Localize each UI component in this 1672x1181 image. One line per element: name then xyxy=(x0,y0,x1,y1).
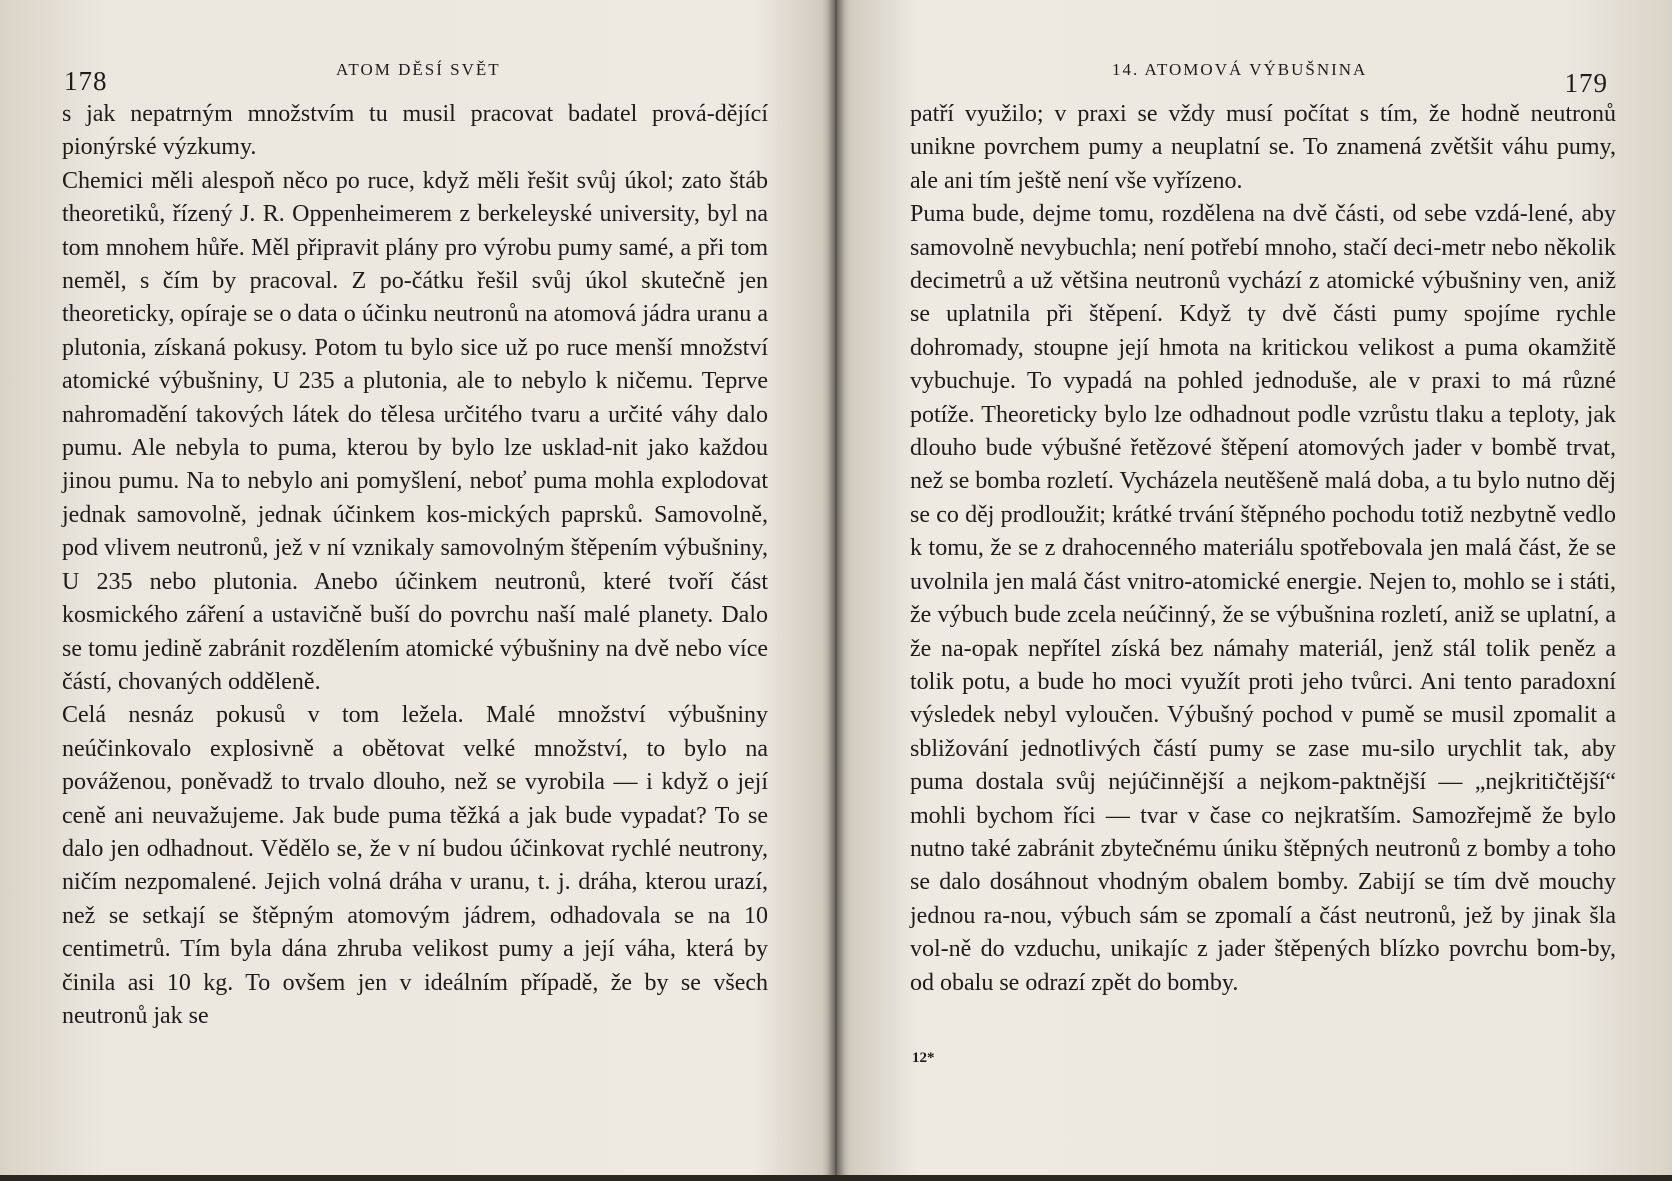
left-paragraph-1: s jak nepatrným množstvím tu musil pracovat badatel prová-dějící pionýrské výzkumy. xyxy=(62,101,768,161)
left-running-head xyxy=(0,58,836,96)
left-running-title: ATOM DĚSÍ SVĚT xyxy=(336,60,501,79)
right-page xyxy=(836,0,1672,1181)
book-spine xyxy=(822,0,850,1181)
right-paragraph-1: patří využilo; v praxi se vždy musí počítat s tím, že hodně neutronů unikne povrchem pumy a neuplatní se. To znamená zvětšit váhu pumy, ale ani tím ještě není vše vyřízeno. xyxy=(910,101,1616,194)
right-page-number: 179 xyxy=(1564,68,1608,98)
left-paragraph-3: Celá nesnáz pokusů v tom ležela. Malé množství výbušniny neúčinkovalo explosivně a obětovat velké množství, to bylo na pováženou, poněvadž to trvalo dlouho, než se vyrobila — i když o její ceně ani neuvažujeme. Jak bude puma těžká a jak bude vypadat? To se dalo jen odhadnout. Vědělo se, že v ní budou účinkovat rychlé neutrony, ničím nezpomalené. Jejich volná dráha v uranu, t. j. dráha, kterou urazí, než se setkají se štěpným atomovým jádrem, odhadovala se na 10 centimetrů. Tím byla dána zhruba velikost pumy a její váha, která by činila asi 10 kg. To ovšem jen v ideálním případě, že by se všech neutronů jak se xyxy=(62,702,768,1029)
scan-bottom-edge xyxy=(0,1175,1672,1181)
left-text-block xyxy=(62,98,768,1033)
left-paragraph-2: Chemici měli alespoň něco po ruce, když měli řešit svůj úkol; zato štáb theoretiků, řízený J. R. Oppenheimerem z berkeleyské university, byl na tom mnohem hůře. Měl připravit plány pro výrobu pumy samé, a při tom neměl, s čím by pracoval. Z po-čátku řešil svůj úkol skutečně jen theoreticky, opíraje se o data o účinku neutronů na atomová jádra uranu a plutonia, získaná pokusy. Potom tu bylo sice už po ruce menší množství atomické výbušniny, U 235 a plutonia, ale to nebylo k ničemu. Teprve nahromadění takových látek do tělesa určitého tvaru a určité váhy dalo pumu. Ale nebyla to puma, kterou by bylo lze usklad-nit jako každou jinou pumu. Na to nebylo ani pomyšlení, neboť puma mohla explodovat jednak samovolně, jednak účinkem kos-mických paprsků. Samovolně, pod vlivem neutronů, jež v ní vznikaly samovolným štěpením výbušniny, U 235 nebo plutonia. Anebo účinkem neutronů, které tvoří část kosmického záření a ustavičně buší do povrchu naší malé planety. Dalo se tomu jedině zabránit rozdělením atomické výbušniny na dvě nebo více částí, chovaných odděleně. xyxy=(62,167,768,695)
right-running-head xyxy=(836,58,1672,98)
right-paragraph-2: Puma bude, dejme tomu, rozdělena na dvě části, od sebe vzdá-lené, aby samovolně nevybuchla; není potřebí mnoho, stačí deci-metr nebo několik decimetrů a už většina neutronů vychází z atomické výbušniny ven, aniž se uplatnila při štěpení. Když ty dvě části pumy spojíme rychle dohromady, stoupne její hmota na kritickou velikost a puma okamžitě vybuchuje. To vypadá na pohled jednoduše, ale v praxi to má různé potíže. Theoreticky bylo lze odhadnout podle vzrůstu tlaku a teploty, jak dlouho bude výbušné řetězové štěpení atomových jader v bombě trvat, než se bomba rozletí. Vycházela neutěšeně malá doba, a tu bylo nutno děj se co děj prodloužit; krátké trvání štěpného pochodu totiž nezbytně vedlo k tomu, že se z drahocenného materiálu spotřebovala jen malá část, že se uvolnila jen malá část vnitro-atomické energie. Nejen to, mohlo se i státi, že výbuch bude zcela neúčinný, že se výbušnina rozletí, aniž se uplatní, a že na-opak nepřítel získá bez námahy materiál, jenž stál tolik peněz a tolik potu, a bude ho moci využít proti jeho tvůrci. Ani tento paradoxní výsledek nebyl vyloučen. Výbušný pochod v pumě se musil zpomalit a sbližování jednotlivých částí pumy se zase mu-silo urychlit tak, aby puma dostala svůj nejúčinnější a nejkom-paktnější — „nejkritičtější“ mohli bychom říci — tvar v čase co nejkratším. Samozřejmě že bylo nutno také zabránit zbytečnému úniku štěpných neutronů z bomby a toho se dalo dosáhnout vhodným obalem bomby. Zabijí se tím dvě mouchy jednou ra-nou, výbuch sám se zpomalí a část neutronů, jež by jinak šla vol-ně do vzduchu, unikajíc z jader štěpených blízko povrchu bom-by, od obalu se odrazí zpět do bomby. xyxy=(910,201,1616,996)
right-running-title: 14. ATOMOVÁ VÝBUŠNINA xyxy=(1112,60,1368,79)
left-page-number: 178 xyxy=(64,66,108,96)
right-text-block xyxy=(910,98,1616,1000)
signature-mark: 12* xyxy=(912,1050,935,1066)
